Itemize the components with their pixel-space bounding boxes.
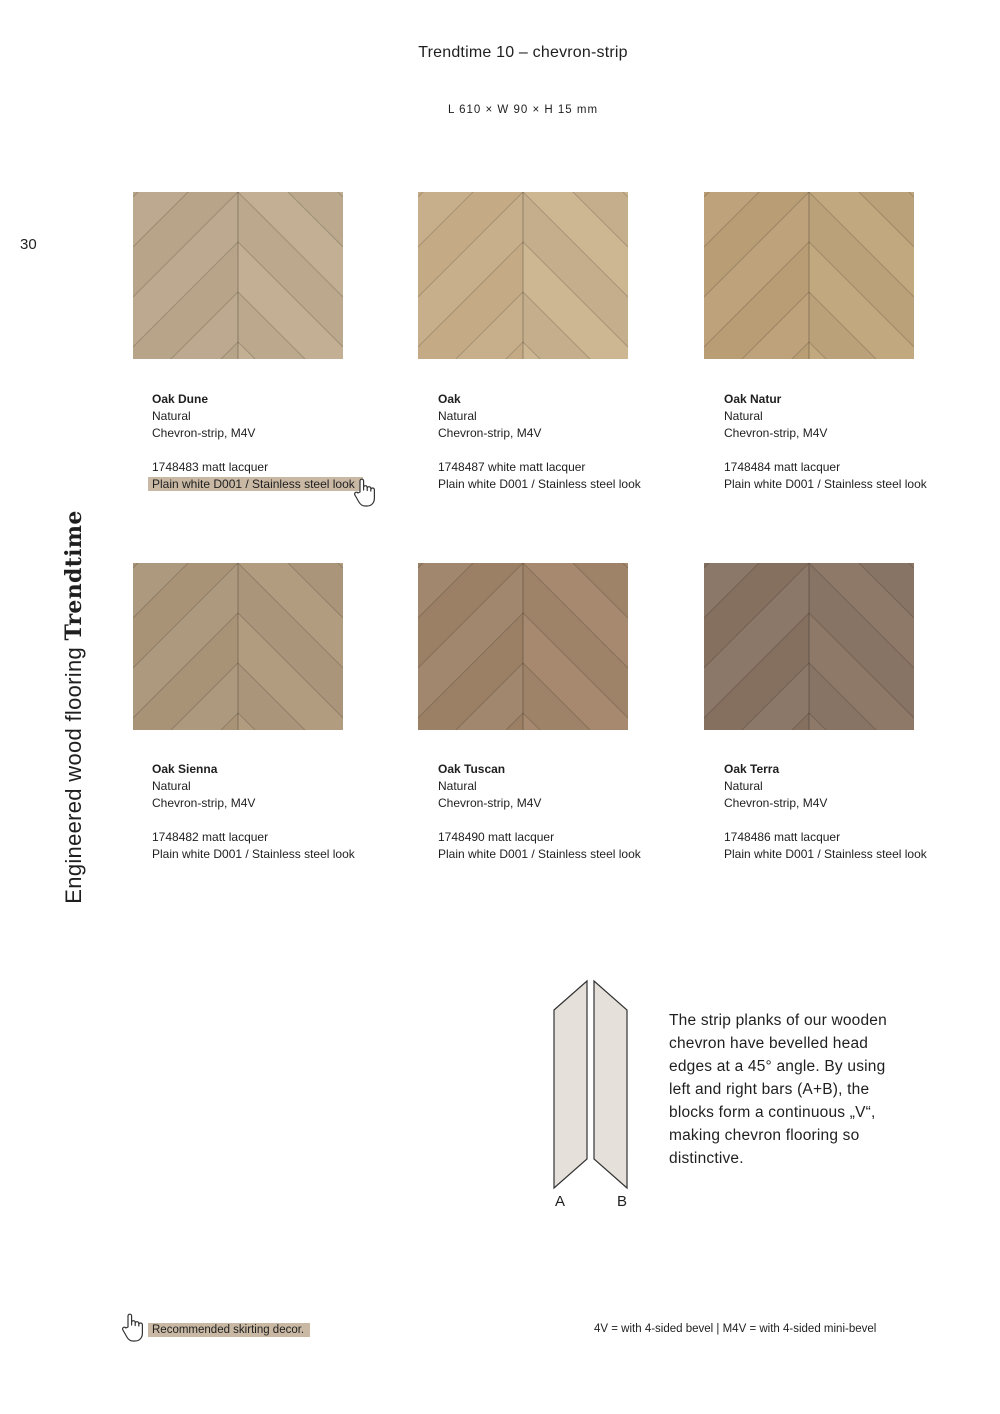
product-name: Oak Dune bbox=[152, 392, 209, 406]
product-grade: Natural bbox=[438, 409, 477, 423]
bevel-legend: 4V = with 4-sided bevel | M4V = with 4-sided mini-bevel bbox=[594, 1323, 877, 1335]
skirting-note[interactable]: Recommended skirting decor. bbox=[148, 1323, 310, 1337]
product-caption bbox=[724, 761, 927, 863]
product-name: Oak bbox=[438, 392, 461, 406]
skirting-info: Plain white D001 / Stainless steel look bbox=[152, 847, 355, 861]
page-title: Trendtime 10 – chevron-strip bbox=[418, 44, 628, 61]
skirting-info: Plain white D001 / Stainless steel look bbox=[724, 847, 927, 861]
product-swatch[interactable] bbox=[704, 563, 914, 730]
product-article: 1748487 white matt lacquer bbox=[438, 460, 586, 474]
product-swatch[interactable] bbox=[418, 563, 628, 730]
product-swatch[interactable] bbox=[704, 192, 914, 359]
plank-b-shape bbox=[594, 981, 627, 1188]
product-name: Oak Tuscan bbox=[438, 762, 506, 776]
page-number: 30 bbox=[20, 236, 37, 253]
product-name: Oak Natur bbox=[724, 392, 782, 406]
product-caption bbox=[438, 391, 641, 493]
plank-b-label: B bbox=[616, 1193, 628, 1210]
skirting-link[interactable]: Plain white D001 / Stainless steel look bbox=[148, 477, 363, 491]
plank-a-label: A bbox=[554, 1193, 566, 1210]
chevron-diagram bbox=[545, 975, 645, 1220]
pointer-hand-icon bbox=[352, 477, 380, 509]
product-grade: Natural bbox=[152, 779, 191, 793]
product-format: Chevron-strip, M4V bbox=[152, 796, 256, 810]
side-title-brand: Trendtime bbox=[61, 510, 87, 641]
side-title-prefix: Engineered wood flooring bbox=[61, 646, 86, 904]
plank-a-shape bbox=[554, 981, 587, 1188]
product-article: 1748482 matt lacquer bbox=[152, 830, 269, 844]
product-grade: Natural bbox=[724, 409, 763, 423]
description-text: The strip planks of our wooden chevron have bevelled head edges at a 45° angle. By using left and right bars (A+B), the blocks form a continuous „V“, making chevron flooring so distinctive. bbox=[669, 1012, 887, 1167]
product-format: Chevron-strip, M4V bbox=[724, 796, 828, 810]
product-grade: Natural bbox=[724, 779, 763, 793]
skirting-info: Plain white D001 / Stainless steel look bbox=[438, 477, 641, 491]
product-swatch[interactable] bbox=[133, 563, 343, 730]
product-format: Chevron-strip, M4V bbox=[438, 796, 542, 810]
skirting-info: Plain white D001 / Stainless steel look bbox=[724, 477, 927, 491]
product-article: 1748484 matt lacquer bbox=[724, 460, 841, 474]
product-caption bbox=[152, 761, 355, 863]
product-grade: Natural bbox=[438, 779, 477, 793]
product-swatch[interactable] bbox=[133, 192, 343, 359]
product-swatch[interactable] bbox=[418, 192, 628, 359]
product-caption bbox=[724, 391, 927, 493]
product-article: 1748490 matt lacquer bbox=[438, 830, 555, 844]
skirting-info: Plain white D001 / Stainless steel look bbox=[438, 847, 641, 861]
product-grade: Natural bbox=[152, 409, 191, 423]
product-format: Chevron-strip, M4V bbox=[438, 426, 542, 440]
product-caption bbox=[438, 761, 641, 863]
product-name: Oak Sienna bbox=[152, 762, 218, 776]
product-format: Chevron-strip, M4V bbox=[724, 426, 828, 440]
product-caption bbox=[152, 391, 363, 493]
product-article: 1748486 matt lacquer bbox=[724, 830, 841, 844]
pointer-hand-icon bbox=[120, 1312, 148, 1344]
side-title bbox=[61, 510, 87, 903]
product-name: Oak Terra bbox=[724, 762, 780, 776]
product-format: Chevron-strip, M4V bbox=[152, 426, 256, 440]
product-article: 1748483 matt lacquer bbox=[152, 460, 269, 474]
dimensions: L 610 × W 90 × H 15 mm bbox=[447, 104, 599, 116]
